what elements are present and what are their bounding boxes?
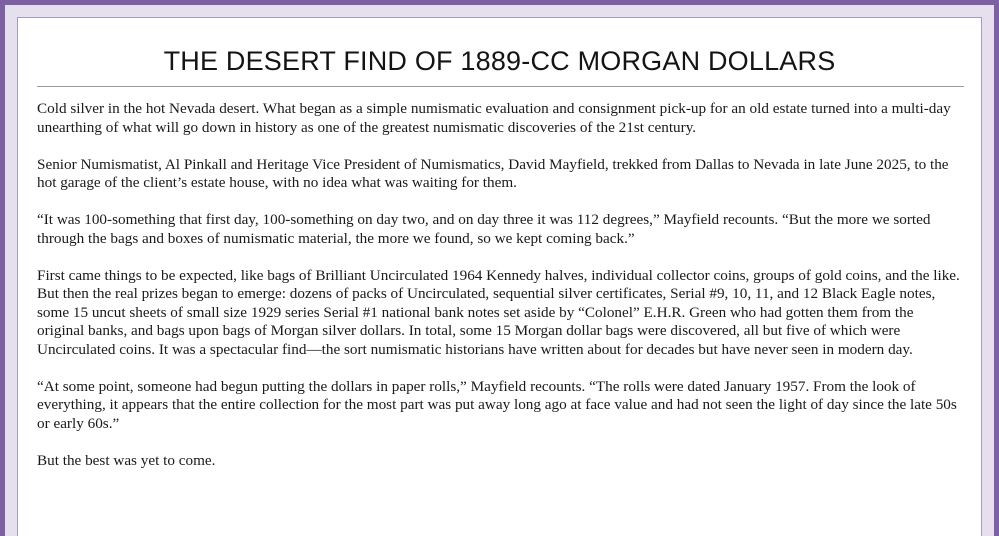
- paragraph-4: First came things to be expected, like bags of Brilliant Uncirculated 1964 Kennedy halves, individual collector coins, groups of gold coins, and the like. But then the real prizes began to emerge: dozens of packs of Uncirculated, sequential silver certificates, Serial #9, 10, 11, and 12 Black Eagle notes, some 15 uncut sheets of small size 1929 series Serial #1 national bank notes set aside by “Colonel” E.H.R. Green who had gotten them from the original banks, and bags upon bags of Morgan silver dollars. In total, some 15 Morgan dollar bags were discovered, all but five of which were Uncirculated coins. It was a spectacular find—the sort numismatic historians have written about for decades but have never seen in modern day.: [37, 266, 960, 358]
- article-body: [37, 100, 964, 489]
- paragraph-5: “At some point, someone had begun putting the dollars in paper rolls,” Mayfield recounts. “The rolls were dated January 1957. From the look of everything, it appears that the entire collection for the most part was put away long ago at face value and had not seen the light of day since the late 50s or early 60s.”: [37, 377, 957, 432]
- frame-inner-border: [5, 5, 994, 536]
- paragraph-6: But the best was yet to come.: [37, 451, 216, 469]
- paragraph-2: Senior Numismatist, Al Pinkall and Heritage Vice President of Numismatics, David Mayfield, trekked from Dallas to Nevada in late June 2025, to the hot garage of the client’s estate house, with no idea what was waiting for them.: [37, 155, 949, 191]
- article-title: THE DESERT FIND OF 1889-CC MORGAN DOLLARS: [163, 46, 836, 76]
- paragraph-1: Cold silver in the hot Nevada desert. What began as a simple numismatic evaluation and consignment pick-up for an old estate turned into a multi-day unearthing of what will go down in history as one of the greatest numismatic discoveries of the 21st century.: [37, 100, 951, 136]
- paragraph-3: “It was 100-something that first day, 100-something on day two, and on day three it was 112 degrees,” Mayfield recounts. “But the more we sorted through the bags and boxes of numismatic material, the more we found, so we kept coming back.”: [37, 211, 931, 247]
- article-page: [17, 17, 982, 536]
- title-divider: [37, 86, 964, 87]
